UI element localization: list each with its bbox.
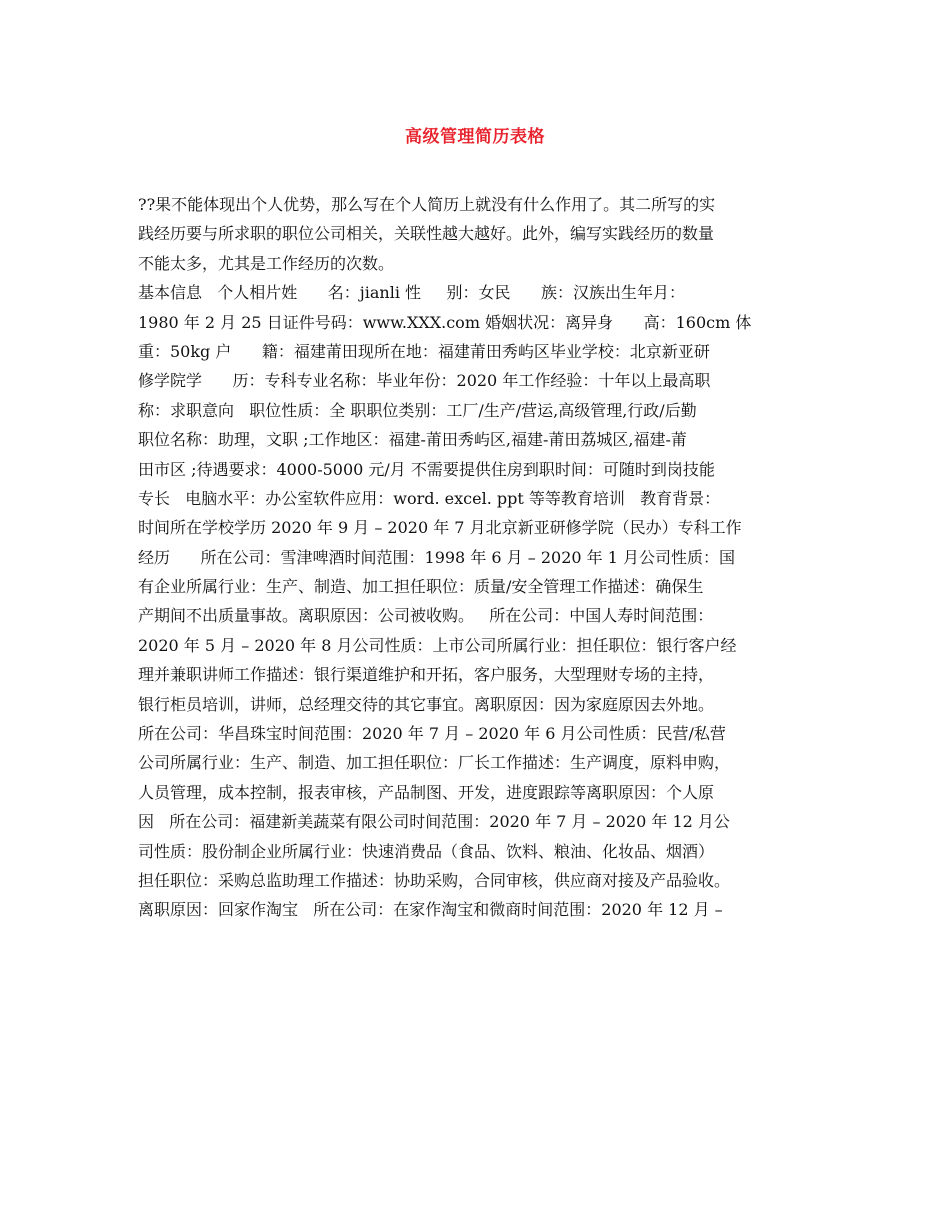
document-text-line: 时间所在学校学历 2020 年 9 月 – 2020 年 7 月北京新亚研修学院（民办）专科工作 (138, 518, 742, 538)
document-text-line: 2020 年 5 月 – 2020 年 8 月公司性质：上市公司所属行业：担任职位：银行客户经 (138, 635, 737, 655)
document-text-line: 1980 年 2 月 25 日证件号码：www.XXX.com 婚姻状况：离异身 高：160cm 体 (138, 312, 752, 332)
document-title: 高级管理简历表格 (405, 127, 545, 147)
document-text-line: 理并兼职讲师工作描述：银行渠道维护和开拓，客户服务，大型理财专场的主持， (138, 665, 715, 685)
document-text-line: 担任职位：采购总监助理工作描述：协助采购，合同审核，供应商对接及产品验收。 (138, 870, 731, 890)
document-text-line: 离职原因：回家作淘宝 所在公司：在家作淘宝和微商时间范围：2020 年 12 月 – (138, 900, 723, 920)
document-text-line: 银行柜员培训，讲师，总经理交待的其它事宜。离职原因：因为家庭原因去外地。 (138, 694, 715, 714)
document-text-line: 修学院学 历：专科专业名称：毕业年份：2020 年工作经验：十年以上最高职 (138, 371, 711, 391)
document-text-line: 称：求职意向 职位性质：全 职职位类别：工厂/生产/营运,高级管理,行政/后勤 (138, 400, 697, 420)
document-text-line: 有企业所属行业：生产、制造、加工担任职位：质量/安全管理工作描述：确保生 (138, 577, 704, 597)
document-text-line: 践经历要与所求职的职位公司相关，关联性越大越好。此外，编写实践经历的数量 (138, 224, 715, 244)
document-text-line: 因 所在公司：福建新美蔬菜有限公司时间范围：2020 年 7 月 – 2020 年 12 月公 (138, 812, 730, 832)
document-text-line: 人员管理，成本控制，报表审核，产品制图、开发，进度跟踪等离职原因：个人原 (138, 782, 715, 802)
document-text-line: 职位名称：助理，文职 ;工作地区：福建-莆田秀屿区,福建-莆田荔城区,福建-莆 (138, 430, 687, 450)
document-text-line: 重：50kg 户 籍：福建莆田现所在地：福建莆田秀屿区毕业学校：北京新亚研 (138, 341, 710, 361)
document-text-line: 所在公司：华昌珠宝时间范围：2020 年 7 月 – 2020 年 6 月公司性质：民营/私营 (138, 724, 726, 744)
document-text-line: 田市区 ;待遇要求：4000-5000 元/月 不需要提供住房到职时间：可随时到岗技能 (138, 459, 715, 479)
document-text-line: 产期间不出质量事故。离职原因：公司被收购。 所在公司：中国人寿时间范围： (138, 606, 714, 626)
document-text-line: 专长 电脑水平：办公室软件应用：word. excel. ppt 等等教育培训 教育背景： (138, 488, 721, 508)
document-text-line: 公司所属行业：生产、制造、加工担任职位：厂长工作描述：生产调度，原料申购， (138, 753, 731, 773)
document-text-line: ??果不能体现出个人优势，那么写在个人简历上就没有什么作用了。其二所写的实 (138, 195, 716, 214)
document-text-line: 基本信息 个人相片姓 名：jianli 性 别：女民 族：汉族出生年月： (138, 283, 685, 303)
document-text-line: 经历 所在公司：雪津啤酒时间范围：1998 年 6 月 – 2020 年 1 月公司性质：国 (138, 547, 736, 567)
document-text-line: 司性质：股份制企业所属行业：快速消费品（食品、饮料、粮油、化妆品、烟酒） (138, 841, 715, 861)
document-text-line: 不能太多，尤其是工作经历的次数。 (138, 253, 395, 273)
document-body (138, 190, 828, 925)
